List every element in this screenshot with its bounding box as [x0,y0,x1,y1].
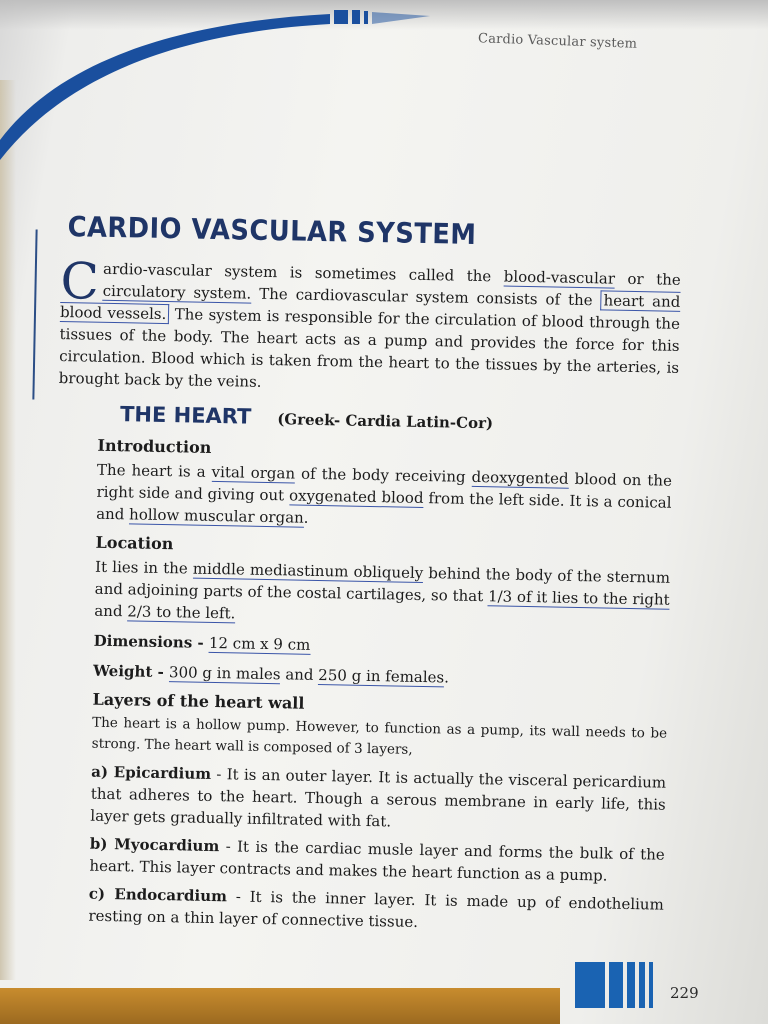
text: from the left side. It is a conical and [96,488,672,524]
weight-females: 250 g in females [318,666,445,687]
text: of the body receiving [294,464,472,486]
underlined-phrase: hollow muscular organ [128,505,304,527]
location-paragraph [94,556,670,633]
text: . [303,508,309,527]
underlined-phrase: blood-vascular [503,267,616,288]
text: behind the body of the sternum and adjoining parts of the costal cartilages, so that [94,564,671,606]
weight-line [93,660,668,693]
footer-block [609,962,623,1008]
intro-text: The cardiovascular system consists of the [251,284,601,310]
section-title: THE HEART [119,402,252,429]
text: It lies in the [94,557,194,578]
section-subtitle: (Greek- Cardia Latin-Cor) [277,410,494,433]
myocardium-label: b) Myocardium [89,834,220,856]
page-spine-shadow [0,80,16,980]
page-number: 229 [670,984,699,1002]
underlined-phrase: vital organ [211,462,296,483]
weight-label: Weight - [92,661,170,682]
intro-paragraph [58,251,681,401]
dimensions-value: 12 cm x 9 cm [208,633,311,654]
footer-block [627,962,635,1008]
footer-block [575,962,605,1008]
dimensions-label: Dimensions - [93,631,210,652]
text: and [280,665,319,685]
endocardium-item [88,883,664,938]
running-head: Cardio Vascular system [477,31,638,52]
underlined-phrase: 2/3 to the left. [127,602,236,623]
myocardium-item [89,833,665,888]
text: blood on the right side and giving out [96,469,673,505]
intro-text: ardio-vascular system is sometimes called the [102,259,504,286]
epicardium-item [90,761,666,838]
section-body [88,436,672,938]
location-heading: Location [95,532,174,554]
layers-heading: Layers of the heart wall [92,689,305,713]
header-decoration [0,0,768,200]
footer-block [649,962,653,1008]
main-content [48,210,682,944]
epicardium-text: - It is an outer layer. It is actually the visceral pericardium that adheres to the heart. Though a serous membrane in early life, this layer gets gradually infiltrated with fat. [90,764,667,831]
footer-block [639,962,645,1008]
intro-text: The system is responsible for the circulation of blood through the tissues of the body. The heart acts as a pump and provides the force for this circulation. Blood which is taken from the heart to the tissues by the arteries, is brought back by the veins. [58,305,681,391]
underlined-phrase: oxygenated blood [288,486,424,507]
underlined-phrase: circulatory system. [102,281,252,303]
underlined-phrase: deoxygented [471,467,569,488]
boxed-phrase: heart and blood vessels. [59,291,681,324]
introduction-paragraph [96,459,672,536]
endocardium-text: - It is the inner layer. It is made up of endothelium resting on a thin layer of connective tissue. [88,887,664,931]
layers-paragraph: The heart is a hollow pump. However, to function as a pump, its wall needs to be strong. The heart wall is composed of 3 layers, [91,714,668,758]
myocardium-text: - It is the cardiac musle layer and forms the bulk of the heart. This layer contracts and makes the heart function as a pump. [89,837,665,885]
underlined-phrase: middle mediastinum obliquely [192,559,424,582]
introduction-heading: Introduction [97,435,212,457]
intro-text: or the [614,269,681,289]
footer-blocks [575,962,653,1008]
drop-cap: C [60,251,100,311]
text: and [94,601,128,621]
epicardium-label: a) Epicardium [91,762,212,783]
text: . [444,668,450,687]
section-heading-row [120,402,678,437]
text: The heart is a [96,460,212,481]
dimensions-line [94,630,669,663]
margin-rule [32,229,37,399]
endocardium-label: c) Endocardium [88,884,228,906]
footer-band [0,988,560,1024]
weight-males: 300 g in males [168,663,281,684]
underlined-phrase: 1/3 of it lies to the right [487,587,670,609]
page-title: CARDIO VASCULAR SYSTEM [67,210,477,251]
